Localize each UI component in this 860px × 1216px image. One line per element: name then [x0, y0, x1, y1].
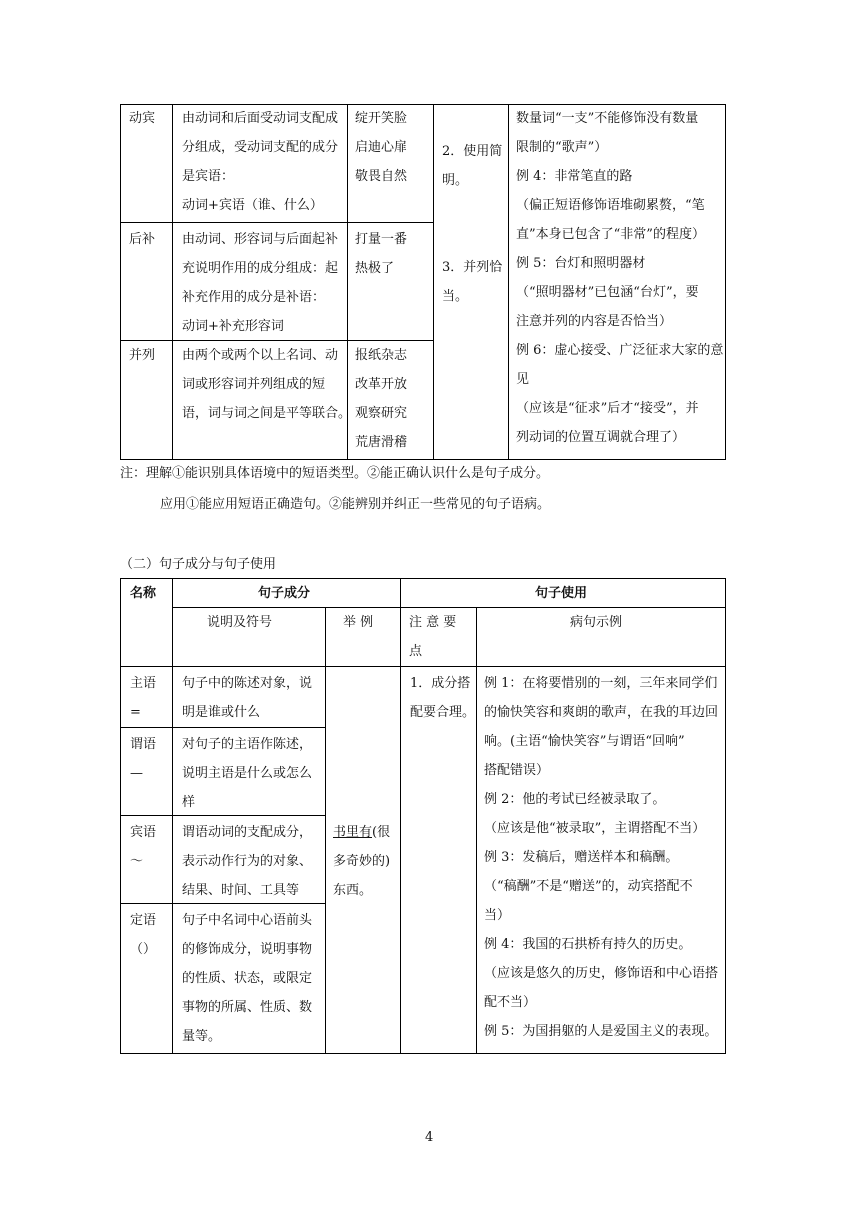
usage-notice: 2．使用简 明。 [442, 144, 503, 188]
component-description: 句子中的陈述对象，说 明是谁或什么 [182, 676, 313, 720]
component-name: 定语 （） [130, 913, 157, 957]
row-divider [120, 727, 325, 728]
phrase-description: 由动词、形容词与后面起补 充说明作用的成分组成：起 补充作用的成分是补语： 动词+补充形容词 [182, 232, 339, 334]
col-divider [476, 607, 477, 1054]
component-description: 谓语动词的支配成分， 表示动作行为的对象、 结果、时间、工具等 [182, 825, 313, 898]
col-divider [725, 578, 726, 1054]
header-name: 名称 [130, 586, 157, 601]
col-divider [325, 607, 326, 1054]
section-title: （二）句子成分与句子使用 [120, 557, 277, 572]
phrase-description: 由两个或两个以上名词、动 词或形容词并列组成的短 语，词与词之间是平等联合。 [182, 348, 352, 421]
col-divider [400, 578, 401, 1054]
col-divider [172, 104, 173, 460]
table-border-bottom [120, 459, 726, 460]
header-example: 举 例 [343, 615, 374, 630]
phrase-examples: 报纸杂志 改革开放 观察研究 荒唐滑稽 [355, 348, 408, 450]
note-application: 应用①能应用短语正确造句。②能辨别并纠正一些常见的句子语病。 [160, 497, 551, 512]
header-description: 说明及符号 [207, 615, 273, 630]
component-name: 谓语 — [130, 737, 157, 781]
phrase-examples: 绽开笑脸 启迪心扉 敬畏自然 [355, 111, 408, 184]
page-number: 4 [425, 1130, 434, 1145]
header-usage: 句子使用 [535, 586, 588, 601]
table-border-top [120, 578, 726, 579]
component-description: 句子中名词中心语前头 的修饰成分，说明事物 的性质、状态，或限定 事物的所属、性质、数 量等。 [182, 913, 313, 1044]
underlined-subject-predicate: 书里有 [333, 825, 373, 840]
col-divider [508, 104, 509, 460]
col-divider [172, 578, 173, 1054]
col-divider [725, 104, 726, 460]
component-name: 宾语 ～ [130, 825, 157, 869]
header-bottom [120, 666, 726, 667]
component-example: 书里有(很 多奇妙的) 东西。 [333, 825, 391, 898]
sick-sentence-examples: 例 1：在将要惜别的一刻，三年来同学们 的愉快笑容和爽朗的歌声，在我的耳边回 响。(主语“愉快笑容”与谓语“回响” 搭配错误） 例 2：他的考试已经被录取了。 （应该是他“被录取”，主谓搭配不当） 例 3：发稿后，赠送样本和稿酬。 （“稿酬”不是“赠送”的，动宾搭配不 当） 例 4：我国的石拱桥有持久的历史。 （应该是悠久的历史，修饰语和中心语搭 配不当） 例 5：为国捐躯的人是爱国主义的表现。 [484, 676, 719, 1039]
phrase-type: 动宾 [129, 111, 156, 126]
usage-notice: 1．成分搭 配要合理。 [410, 676, 476, 720]
table-border-bottom [120, 1053, 726, 1054]
phrase-type: 并列 [129, 348, 156, 363]
note-understanding: 注：理解①能识别具体语境中的短语类型。②能正确认识什么是句子成分。 [120, 466, 550, 481]
phrase-examples: 打量一番 热极了 [355, 232, 408, 276]
sick-sentence-examples: 数量词“一支”不能修饰没有数量 限制的“歌声”） 例 4：非常笔直的路 （偏正短语修饰语堆砌累赘，“笔 直”本身已包含了“非常”的程度） 例 5：台灯和照明器材 （“照明器材”已包涵“台灯”，要 注意并列的内容是否恰当） 例 6：虚心接受、广泛征求大家的意 见 （应该是“征求”后才“接受”，并 列动词的位置互调就合理了） [516, 111, 724, 445]
col-divider [120, 104, 121, 460]
col-divider [120, 578, 121, 1054]
usage-notice: 3．并列恰 当。 [442, 260, 503, 304]
header-component: 句子成分 [258, 586, 311, 601]
phrase-description: 由动词和后面受动词支配成 分组成，受动词支配的成分 是宾语： 动词+宾语（谁、什么） [182, 111, 339, 213]
header-sick-examples: 病句示例 [570, 615, 623, 630]
phrase-type: 后补 [129, 232, 156, 247]
col-divider [433, 104, 434, 460]
header-notice: 注 意 要 点 [409, 615, 457, 659]
component-name: 主语 = [130, 676, 157, 720]
component-description: 对句子的主语作陈述， 说明主语是什么或怎么 样 [182, 737, 313, 810]
row-divider [120, 222, 433, 223]
